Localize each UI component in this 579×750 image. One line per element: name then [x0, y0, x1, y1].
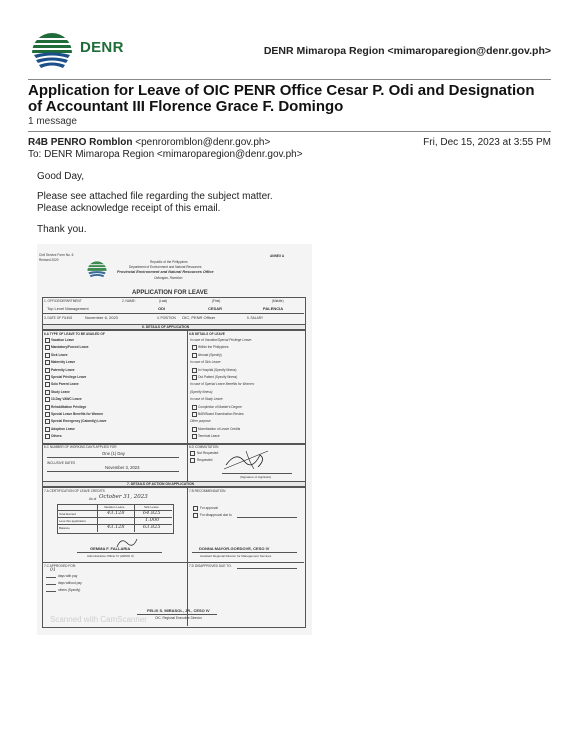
- details-leave-header: 6.B DETAILS OF LEAVE: [189, 332, 225, 336]
- date-filing: November 6, 2023: [85, 315, 118, 320]
- leave-type-label: Special Leave Benefits for Women: [51, 412, 104, 416]
- leave-type-label: Study Leave: [51, 389, 70, 394]
- position-value: OIC, PENR Officer: [182, 315, 216, 320]
- leave-type-label: Special Emergency (Calamity) Leave: [51, 419, 107, 424]
- leave-type-label: Others:: [51, 434, 63, 439]
- details-checkbox: [192, 368, 197, 373]
- vacation-col: Vacation Leave: [104, 505, 125, 509]
- for-approval: For approval: [200, 506, 218, 510]
- total-earned-label: Total Earned: [59, 512, 76, 516]
- leave-type-checkbox: [45, 338, 50, 343]
- greeting: Good Day,: [37, 171, 85, 182]
- details-item-label: BAR/Board Examination Review: [198, 412, 244, 416]
- days-with-pay: days with pay: [58, 574, 78, 578]
- disapproved-label: 7.D DISAPPROVED DUE TO:: [189, 564, 232, 568]
- details-checkbox: [192, 345, 197, 350]
- form-office: Provincial Environment and Natural Resources Office: [117, 270, 214, 274]
- recommender-title: Assistant Regional Director for Management Services: [200, 554, 272, 558]
- details-item-label: Within the Philippines: [198, 345, 229, 350]
- denr-logo-icon: [28, 26, 76, 72]
- first-label: (First): [212, 299, 221, 303]
- recipient-line: To: DENR Mimaropa Region <mimaroparegion@denr.gov.ph>: [28, 149, 303, 160]
- details-item-label: Out Patient (Specify Illness): [198, 375, 238, 379]
- annex-label: ANNEX A: [270, 254, 285, 258]
- office-label: 1. OFFICE/DEPARTMENT: [44, 299, 82, 303]
- date-filing-label: 3. DATE OF FILING: [44, 316, 73, 320]
- inclusive-label: INCLUSIVE DATES: [47, 461, 76, 465]
- leave-type-label: 10-Day VAWC Leave: [51, 397, 82, 402]
- details-item-label: In case of Study Leave:: [190, 397, 224, 402]
- details-item-label: In Hospital (Specify Illness): [198, 367, 237, 372]
- balance-vl: 43.128: [107, 524, 125, 530]
- email-header: [28, 26, 551, 78]
- details-header: 6. DETAILS OF APPLICATION: [142, 325, 190, 329]
- others-specify: others (Specify): [58, 588, 81, 592]
- details-item-label: (Specify Illness): [190, 389, 213, 394]
- account-email: DENR Mimaropa Region <mimaroparegion@denr.gov.ph>: [263, 45, 551, 57]
- position-label: 4. POSITION: [157, 316, 176, 320]
- leave-type-checkbox: [45, 375, 50, 380]
- sender-name: R4B PENRO Romblon: [28, 137, 133, 148]
- leave-type-label: Rehabilitation Privilege: [51, 404, 87, 409]
- certifier-name: GEMMA F. FALLARIA: [90, 546, 131, 551]
- leave-form: [37, 244, 312, 635]
- email-subject: Application for Leave of OIC PENR Office Cesar P. Odi and Designation of Accountant III Florence Grace F. Domingo: [28, 82, 535, 115]
- recommender-name: DONNA MAYOR-GORDOVE, CESO IV: [199, 546, 270, 551]
- attachment-image[interactable]: [37, 244, 312, 635]
- details-item-label: Abroad (Specify): [198, 352, 222, 357]
- leave-type-checkbox: [45, 353, 50, 358]
- inclusive-dates: November 3, 2023: [105, 465, 140, 470]
- form-title: APPLICATION FOR LEAVE: [132, 290, 208, 296]
- balance-sl: 63.825: [143, 524, 161, 530]
- message-count: 1 message: [28, 116, 77, 127]
- working-days: One (1) Day: [102, 451, 125, 456]
- leave-type-label: Sick Leave: [51, 352, 68, 357]
- middle-name: PALENCIA: [263, 306, 284, 311]
- name-label: 2. NAME:: [122, 299, 136, 303]
- form-number: Civil Service Form No. 6: [39, 253, 74, 257]
- sent-date: Fri, Dec 15, 2023 at 3:55 PM: [423, 137, 551, 148]
- leave-type-checkbox: [45, 345, 50, 350]
- approved-label: 7.C APPROVED FOR:: [44, 564, 76, 568]
- salary-label: 5. SALARY: [247, 316, 264, 320]
- certifier-title: Administrative Officer IV (HRMO II): [87, 554, 134, 558]
- leave-type-label: Special Privilege Leave: [51, 375, 87, 379]
- less-sl: 1.000: [145, 517, 160, 523]
- details-item-label: Monetization of Leave Credits: [198, 426, 241, 431]
- form-republic: Republic of the Philippines: [150, 260, 188, 264]
- logo-text: DENR: [80, 39, 124, 56]
- as-of-date: October 31, 2023: [99, 494, 148, 500]
- details-item-label: Terminal Leave: [198, 434, 220, 439]
- leave-type-checkbox: [45, 368, 50, 373]
- leave-type-checkbox: [45, 397, 50, 402]
- details-checkbox: [192, 353, 197, 358]
- leave-type-label: Mandatory/Forced Leave: [51, 345, 89, 350]
- details-item-label: Completion of Master's Degree: [198, 404, 242, 409]
- details-checkbox: [192, 375, 197, 380]
- closing: Thank you.: [37, 224, 87, 235]
- details-checkbox: [192, 405, 197, 410]
- days-without-pay: days without pay: [58, 581, 82, 585]
- body-line-2: Please acknowledge receipt of this email.: [37, 203, 221, 214]
- leave-type-checkbox: [45, 390, 50, 395]
- middle-label: (Middle): [272, 299, 284, 303]
- leave-type-checkbox: [45, 427, 50, 432]
- details-checkbox: [192, 412, 197, 417]
- approver-name: FELIX S. MIRASOL, JR., CESO IV: [147, 608, 210, 613]
- total-earned-sl: 64.825: [143, 510, 161, 516]
- for-disapproval: For disapproval due to: [200, 513, 232, 517]
- denr-logo: [28, 26, 138, 72]
- form-revised: Revised 2020: [39, 258, 59, 262]
- details-item-label: In case of Vacation/Special Privilege Leave:: [190, 338, 252, 342]
- requested: Requested: [197, 458, 213, 462]
- scanner-watermark: Scanned with CamScanner: [50, 615, 147, 624]
- total-earned-vl: 43.128: [107, 510, 125, 516]
- leave-type-checkbox: [45, 419, 50, 424]
- body-line-1: Please see attached file regarding the subject matter.: [37, 191, 273, 202]
- last-label: (Last): [159, 299, 168, 303]
- leave-type-checkbox: [45, 360, 50, 365]
- leave-type-label: Adoption Leave: [51, 426, 75, 431]
- details-checkbox: [192, 434, 197, 439]
- applicant-signature: [222, 447, 272, 471]
- subject-divider: [28, 131, 551, 132]
- approver-title: OIC, Regional Executive Director: [155, 616, 202, 620]
- details-checkbox: [192, 427, 197, 432]
- sick-col: Sick Leave: [144, 505, 159, 509]
- sender-line: [28, 137, 551, 148]
- leave-type-checkbox: [45, 434, 50, 439]
- form-dept: Department of Environment and Natural Resources: [129, 265, 202, 269]
- details-item-label: In case of Sick Leave:: [190, 360, 222, 365]
- type-header: 6.A TYPE OF LEAVE TO BE AVAILED OF: [44, 332, 105, 336]
- balance-label: Balance: [59, 526, 70, 530]
- recommendation-label: 7.B RECOMMENDATION: [189, 489, 226, 493]
- signature-label: (Signature of Applicant): [240, 475, 272, 479]
- commutation-label: 6.D COMMUTATION: [189, 445, 219, 449]
- action-header: 7. DETAILS OF ACTION ON APPLICATION: [127, 482, 195, 486]
- leave-type-checkbox: [45, 382, 50, 387]
- leave-type-label: Vacation Leave: [51, 338, 75, 342]
- details-item-label: In case of Special Leave Benefits for Women:: [190, 382, 255, 387]
- form-location: Odiongan, Romblon: [154, 276, 183, 280]
- office-value: Top Level Management: [47, 306, 89, 311]
- leave-type-checkbox: [45, 412, 50, 417]
- working-days-label: 6.C NUMBER OF WORKING DAYS APPLIED FOR: [44, 445, 117, 449]
- less-label: Less this application: [59, 519, 87, 523]
- leave-type-label: Maternity Leave: [51, 360, 76, 365]
- leave-type-checkbox: [45, 405, 50, 410]
- leave-type-label: Solo Parent Leave: [51, 382, 79, 387]
- form-logo-icon: [84, 258, 110, 280]
- first-name: CESAR: [208, 306, 223, 311]
- approved-days: 01: [50, 568, 56, 573]
- not-requested: Not Requested: [197, 451, 219, 455]
- sender-email[interactable]: <penroromblon@denr.gov.ph>: [135, 137, 271, 148]
- leave-type-label: Paternity Leave: [51, 367, 75, 372]
- header-divider: [28, 79, 551, 80]
- details-item-label: Other purpose:: [190, 419, 212, 424]
- cert-label: 7.A CERTIFICATION OF LEAVE CREDITS: [44, 489, 105, 493]
- last-name: ODI: [158, 306, 166, 311]
- as-of-label: As of: [89, 497, 97, 501]
